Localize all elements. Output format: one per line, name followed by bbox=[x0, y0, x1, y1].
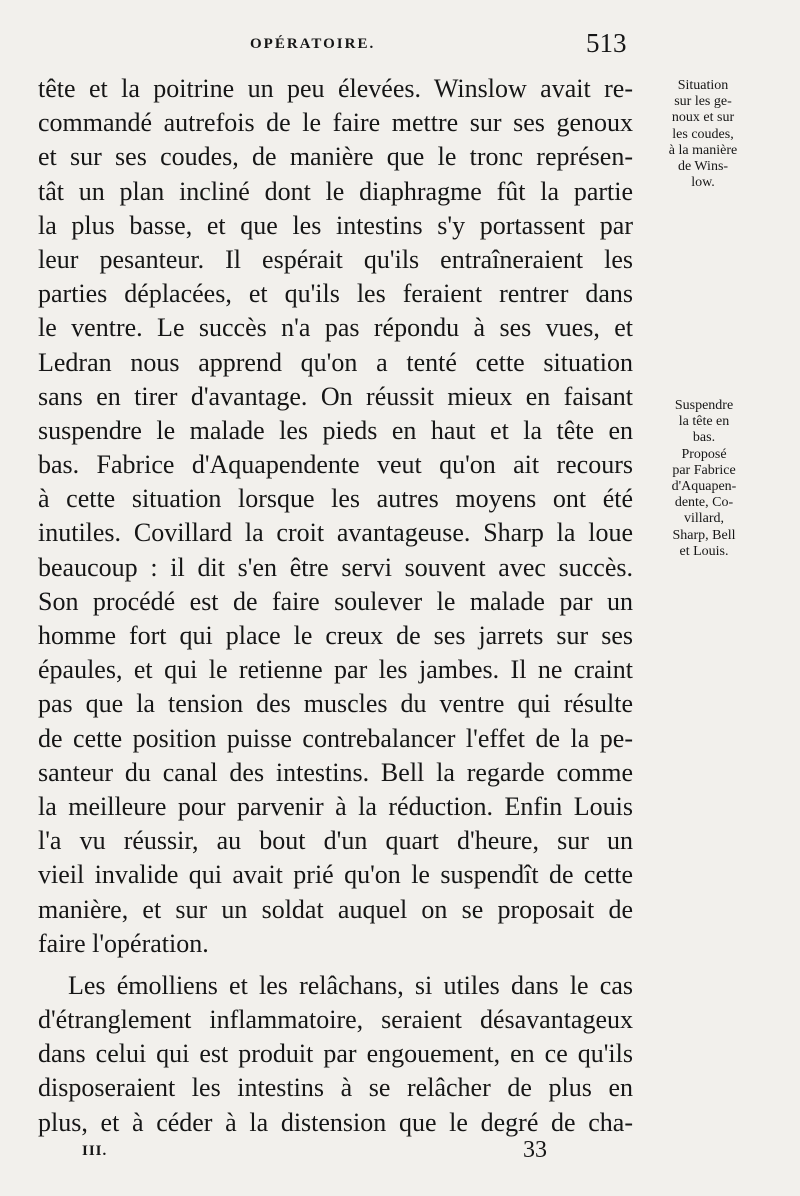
text-line: Les émolliens et les relâchans, si utiles dans le cas bbox=[68, 970, 633, 1000]
text-line: le ventre. Le succès n'a pas répondu à ses vues, et bbox=[38, 313, 633, 343]
text-line: disposeraient les intestins à se relâcher de plus en bbox=[38, 1073, 633, 1103]
text-line: la plus basse, et que les intestins s'y portassent par bbox=[38, 210, 633, 240]
text-line: pas que la tension des muscles du ventre qui résulte bbox=[38, 689, 633, 719]
margin-note-line: sur les ge- bbox=[674, 94, 732, 110]
text-line: commandé autrefois de le faire mettre sur ses genoux bbox=[38, 108, 633, 138]
text-line: dans celui qui est produit par engouement, en ce qu'ils bbox=[38, 1039, 633, 1069]
margin-note-line: d'Aquapen- bbox=[671, 479, 737, 495]
text-line: vieil invalide qui avait prié qu'on le suspendît de cette bbox=[38, 860, 633, 890]
sheet-number: 33 bbox=[523, 1137, 547, 1163]
running-title: OPÉRATOIRE. bbox=[250, 36, 376, 52]
text-line: beaucoup : il dit s'en être servi souvent avec succès. bbox=[38, 552, 633, 582]
text-line: leur pesanteur. Il espérait qu'ils entraîneraient les bbox=[38, 244, 633, 274]
margin-note-suspendre bbox=[643, 398, 765, 560]
margin-note-line: low. bbox=[691, 175, 715, 191]
text-line: manière, et sur un soldat auquel on se proposait de bbox=[38, 894, 633, 924]
text-line: inutiles. Covillard la croit avantageuse. Sharp la loue bbox=[38, 518, 633, 548]
margin-note-winslow bbox=[642, 78, 764, 191]
margin-note-line: Proposé bbox=[681, 446, 727, 462]
text-line: Son procédé est de faire soulever le malade par un bbox=[38, 586, 633, 616]
text-line: tête et la poitrine un peu élevées. Winslow avait re- bbox=[38, 74, 633, 103]
margin-note-line: villard, bbox=[683, 511, 725, 527]
text-line: sans en tirer d'avantage. On réussit mieux en faisant bbox=[38, 381, 633, 411]
text-line: Ledran nous apprend qu'on a tenté cette situation bbox=[38, 347, 633, 377]
margin-note-line: les coudes, bbox=[672, 126, 734, 142]
margin-note-line: la tête en bbox=[678, 414, 730, 430]
margin-note-line: par Fabrice bbox=[672, 462, 736, 478]
paragraph-break bbox=[38, 961, 633, 969]
text-line: santeur du canal des intestins. Bell la regarde comme bbox=[38, 757, 633, 787]
text-line: de cette position puisse contrebalancer l'effet de la pe- bbox=[38, 723, 633, 753]
signature-mark: III. bbox=[82, 1143, 108, 1159]
text-line: épaules, et qui le retienne par les jambes. Il ne craint bbox=[38, 655, 633, 685]
text-line: tât un plan incliné dont le diaphragme fût la partie bbox=[38, 176, 633, 206]
text-line: homme fort qui place le creux de ses jarrets sur ses bbox=[38, 621, 633, 650]
margin-note-line: et Louis. bbox=[679, 543, 729, 559]
text-line: suspendre le malade les pieds en haut et la tête en bbox=[38, 415, 633, 445]
text-line: parties déplacées, et qu'ils les feraient rentrer dans bbox=[38, 279, 633, 309]
margin-note-line: Sharp, Bell bbox=[672, 527, 736, 543]
margin-note-line: Suspendre bbox=[674, 398, 734, 413]
page-number: 513 bbox=[586, 28, 627, 58]
text-line: bas. Fabrice d'Aquapendente veut qu'on ait recours bbox=[38, 450, 633, 480]
text-line: faire l'opération. bbox=[38, 928, 209, 958]
text-line: l'a vu réussir, au bout d'un quart d'heure, sur un bbox=[38, 826, 633, 856]
text-line: la meilleure pour parvenir à la réduction. Enfin Louis bbox=[38, 791, 633, 821]
margin-note-line: à la manière bbox=[668, 142, 738, 158]
margin-note-line: dente, Co- bbox=[674, 495, 734, 511]
text-line: et sur ses coudes, de manière que le tronc représen- bbox=[38, 142, 633, 172]
text-line: d'étranglement inflammatoire, seraient désavantageux bbox=[38, 1005, 633, 1035]
margin-note-line: bas. bbox=[692, 430, 716, 446]
margin-note-line: de Wins- bbox=[677, 159, 729, 175]
margin-note-line: noux et sur bbox=[671, 110, 735, 126]
text-line: plus, et à céder à la distension que le degré de cha- bbox=[38, 1107, 633, 1137]
main-text bbox=[38, 72, 633, 1140]
text-line: à cette situation lorsque les autres moyens ont été bbox=[38, 484, 633, 514]
margin-note-line: Situation bbox=[677, 78, 729, 93]
